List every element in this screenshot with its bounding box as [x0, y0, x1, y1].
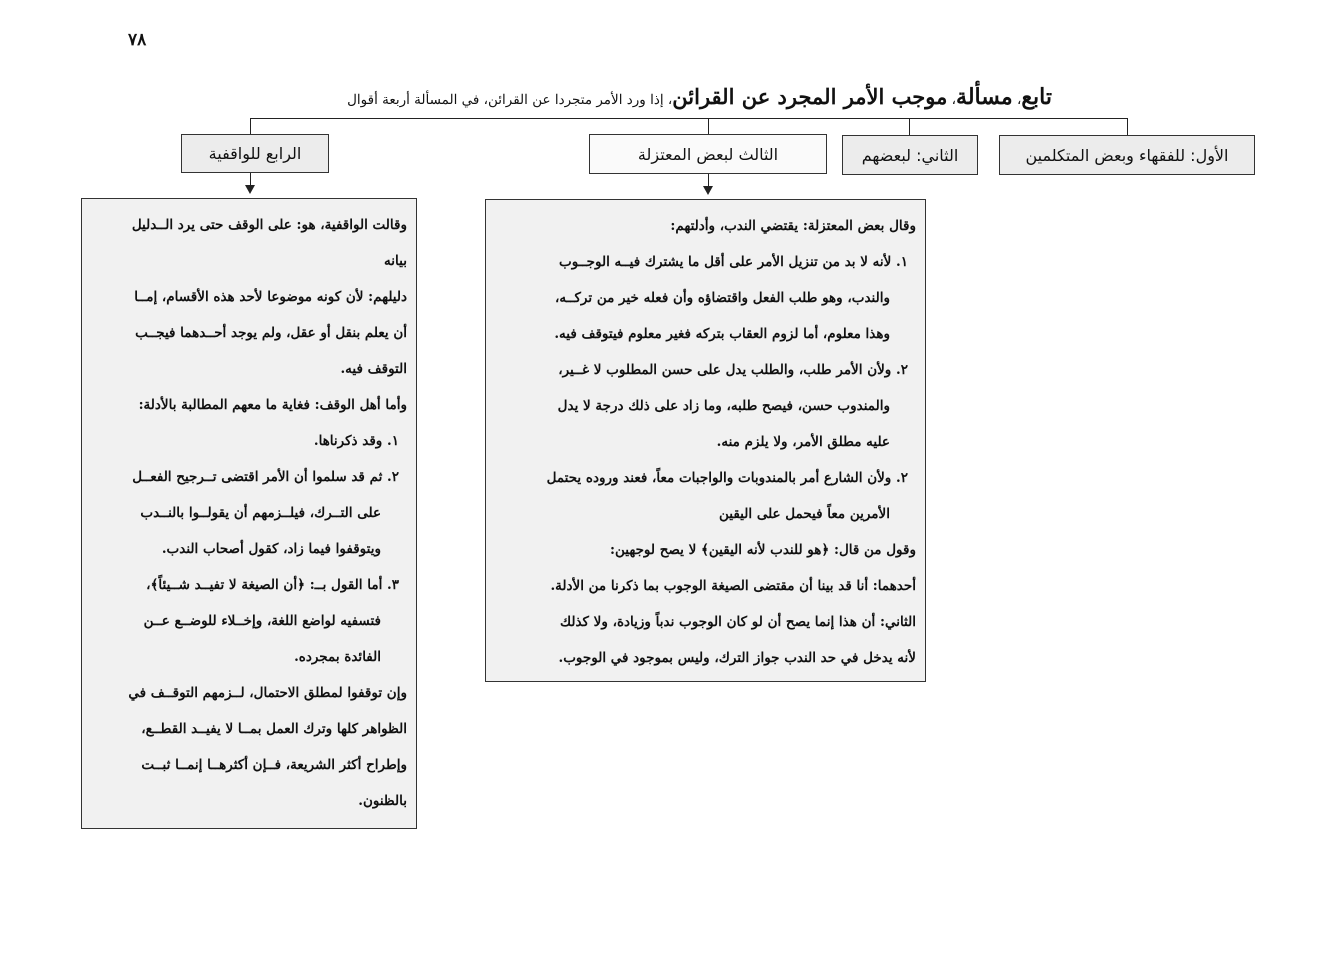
text-line: ويتوقفوا فيما زاد، كقول أصحاب الندب. [161, 541, 381, 557]
text-line: وقال بعض المعتزلة: يقتضي الندب، وأدلتهم: [670, 218, 916, 234]
list-item: ٢. ولأن الأمر طلب، والطلب يدل على حسن المطلوب لا غــير، [558, 362, 908, 378]
title-part-description: ، إذا ورد الأمر متجردا عن القرائن، في المسألة أربعة أقوال [347, 92, 673, 108]
text-line: فتسفيه لواضع اللغة، وإخــلاء للوضــع عــن [143, 613, 381, 629]
text-line: بيانه [384, 253, 407, 269]
text-line: وإن توقفوا لمطلق الاحتمال، لــزمهم التوقــف في [128, 685, 407, 701]
text-line: الظواهر كلها وترك العمل بمــا لا يفيــد القطــع، [141, 721, 407, 737]
text-line: الأمرين معاً فيحمل على اليقين [719, 506, 890, 522]
text-line: بالظنون. [358, 793, 407, 809]
text-line: أحدهما: أنا قد بينا أن مقتضى الصيغة الوجوب بما ذكرنا من الأدلة. [550, 578, 916, 594]
connector-branch-3 [708, 118, 709, 134]
text-line: وإطراح أكثر الشريعة، فــإن أكثرهــا إنمــا ثبــت [141, 757, 407, 773]
branch-first [999, 135, 1255, 175]
connector-branch-4 [250, 118, 251, 134]
branch-third [589, 134, 827, 174]
title-part-issue: مسألة [956, 84, 1013, 110]
mutazila-opinion-box [485, 199, 926, 682]
text-line: دليلهم: لأن كونه موضوعا لأحد هذه الأقسام، إمــا [134, 289, 407, 305]
title-separator: ، [1012, 92, 1022, 108]
list-item: ٢. ثم قد سلموا أن الأمر اقتضى تــرجيح الفعــل [132, 469, 399, 485]
text-line: الفائدة بمجرده. [294, 649, 381, 665]
text-line: التوقف فيه. [340, 361, 407, 377]
title-separator: ، [947, 92, 957, 108]
title-part-continued: تابع [1021, 84, 1052, 110]
text-line: والمندوب حسن، فيصح طلبه، وما زاد على ذلك درجة لا يدل [557, 398, 890, 414]
branch-fourth [181, 134, 329, 173]
branch-label: الرابع للواقفية [208, 144, 302, 163]
page-title [262, 84, 1052, 116]
arrow-down-icon [703, 186, 713, 195]
waqifiya-opinion-box [81, 198, 417, 829]
arrow-down-icon [245, 185, 255, 194]
title-part-topic: موجب الأمر المجرد عن القرائن [672, 84, 948, 109]
connector-down-3 [708, 174, 709, 186]
connector-branch-1 [1127, 118, 1128, 135]
connector-down-4 [250, 173, 251, 185]
branch-label: الثالث لبعض المعتزلة [637, 144, 779, 164]
branch-label: الثاني: لبعضهم [861, 145, 959, 165]
list-item: ٢. ولأن الشارع أمر بالمندوبات والواجبات معاً، فعند وروده يحتمل [546, 470, 908, 486]
text-line: والندب، وهو طلب الفعل واقتضاؤه وأن فعله خير من تركــه، [554, 290, 890, 306]
text-line: لأنه يدخل في حد الندب جواز الترك، وليس بموجود في الوجوب. [558, 650, 916, 666]
text-line: وهذا معلوم، أما لزوم العقاب بتركه فغير معلوم فيتوقف فيه. [554, 326, 890, 342]
text-line: أن يعلم بنقل أو عقل، ولم يوجد أحــدهما فيجــب [135, 325, 407, 341]
horizontal-connector [250, 118, 1128, 119]
page-number: ٧٨ [128, 30, 147, 50]
text-line: وأما أهل الوقف: فغاية ما معهم المطالبة بالأدلة: [138, 397, 407, 413]
text-line: على التــرك، فيلــزمهم أن يقولــوا بالنــدب [140, 505, 381, 521]
connector-branch-2 [909, 118, 910, 135]
list-item: ١. لأنه لا بد من تنزيل الأمر على أقل ما يشترك فيــه الوجــوب [559, 254, 908, 270]
text-line: وقالت الواقفية، هو: على الوقف حتى يرد الــدليل [131, 217, 407, 233]
text-line: الثاني: أن هذا إنما يصح أن لو كان الوجوب ندباً وزيادة، ولا كذلك [559, 614, 916, 630]
branch-label: الأول: للفقهاء وبعض المتكلمين [1025, 145, 1229, 165]
text-line: عليه مطلق الأمر، ولا يلزم منه. [716, 434, 890, 450]
list-item: ٣. أما القول بــ: ﴿أن الصيغة لا تفيــد شــيئاً﴾، [146, 577, 399, 593]
list-item: ١. وقد ذكرناها. [313, 433, 399, 449]
branch-second [842, 135, 978, 175]
text-line: وقول من قال: ﴿هو للندب لأنه اليقين﴾ لا يصح لوجهين: [610, 542, 916, 558]
